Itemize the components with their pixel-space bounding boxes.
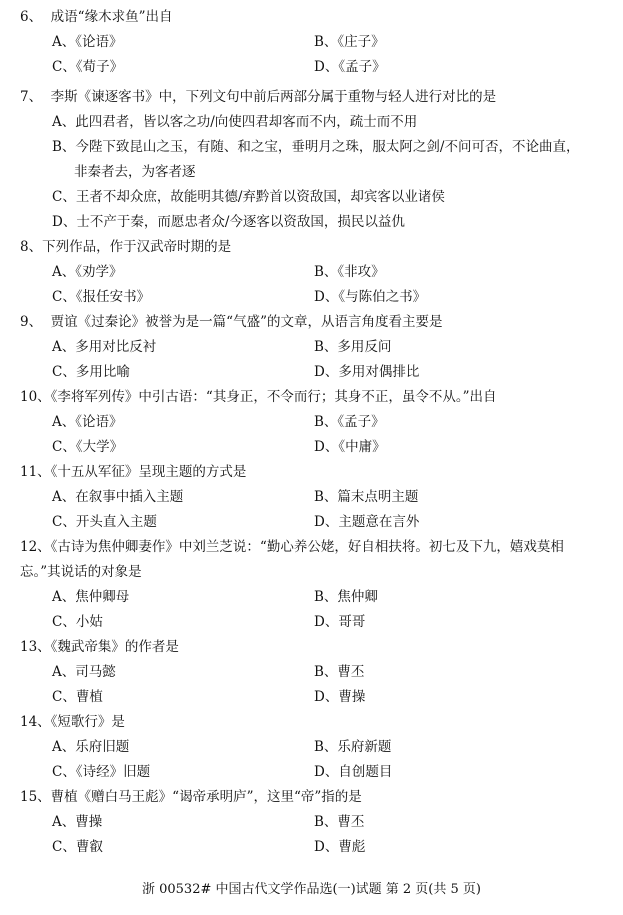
option: C、小姑 (52, 614, 103, 630)
question (0, 85, 623, 235)
question-stem: 13、《魏武帝集》的作者是 (20, 639, 179, 655)
options (52, 335, 611, 385)
option: D、哥哥 (314, 614, 366, 630)
option: D、曹彪 (314, 839, 366, 855)
options (52, 260, 611, 310)
option: B、《非攻》 (314, 264, 385, 280)
option-continuation: 非秦者去，为客者逐 (74, 164, 196, 180)
options (52, 585, 611, 635)
option: A、《劝学》 (52, 264, 123, 280)
option: D、《中庸》 (314, 439, 386, 455)
question-stem: 12、《古诗为焦仲卿妻作》中刘兰芝说：“勤心养公姥，好自相扶将。初七及下九，嬉戏莫相 忘。”其说话的对象是 (20, 539, 564, 580)
option: B、曹丕 (314, 814, 365, 830)
option: A、司马懿 (52, 664, 116, 680)
option: D、士不产于秦，而愿忠者众/今逐客以资敌国，损民以益仇 (52, 214, 405, 230)
question-stem: 14、《短歌行》是 (20, 714, 125, 730)
option: B、焦仲卿 (314, 589, 378, 605)
question-stem: 15、曹植《赠白马王彪》“谒帝承明庐”，这里“帝”指的是 (20, 789, 362, 805)
option: C、《大学》 (52, 439, 124, 455)
option: C、王者不却众庶，故能明其德/弃黔首以资敌国，却宾客以业诸侯 (52, 189, 445, 205)
option: B、《孟子》 (314, 414, 385, 430)
question-stem: 11、《十五从军征》呈现主题的方式是 (20, 464, 247, 480)
question-stem: 7、 李斯《谏逐客书》中，下列文句中前后两部分属于重物与轻人进行对比的是 (20, 89, 497, 105)
option: C、曹植 (52, 689, 103, 705)
question (0, 460, 623, 535)
option: C、《报任安书》 (52, 289, 151, 305)
option: C、多用比喻 (52, 364, 130, 380)
options (52, 410, 611, 460)
options (52, 485, 611, 535)
question (0, 635, 623, 710)
options (52, 735, 611, 785)
option: C、《荀子》 (52, 59, 124, 75)
option: A、此四君者，皆以客之功/向使四君却客而不内，疏士而不用 (52, 114, 418, 130)
option: A、在叙事中插入主题 (52, 489, 184, 505)
option: C、《诗经》旧题 (52, 764, 151, 780)
question-stem: 8、下列作品，作于汉武帝时期的是 (20, 239, 232, 255)
option: C、曹叡 (52, 839, 103, 855)
question-stem: 10、《李将军列传》中引古语：“其身正，不令而行；其身不正，虽令不从。”出自 (20, 389, 497, 405)
options (52, 30, 611, 80)
option: B、《庄子》 (314, 34, 385, 50)
option: D、曹操 (314, 689, 366, 705)
question (0, 710, 623, 785)
question (0, 5, 623, 80)
page-footer: 浙 00532# 中国古代文学作品选(一)试题 第 2 页(共 5 页) (141, 882, 481, 897)
option: A、多用对比反衬 (52, 339, 157, 355)
option: D、主题意在言外 (314, 514, 420, 530)
option: C、开头直入主题 (52, 514, 157, 530)
question (0, 785, 623, 860)
option: B、乐府新题 (314, 739, 392, 755)
options (52, 660, 611, 710)
option: D、自创题目 (314, 764, 393, 780)
question-stem: 9、 贾谊《过秦论》被誉为是一篇“气盛”的文章，从语言角度看主要是 (20, 314, 443, 330)
options (52, 110, 611, 235)
options (52, 810, 611, 860)
question-stem: 6、 成语“缘木求鱼”出自 (20, 9, 173, 25)
option: B、曹丕 (314, 664, 365, 680)
option: D、《孟子》 (314, 59, 386, 75)
option: D、多用对偶排比 (314, 364, 420, 380)
option: B、多用反问 (314, 339, 392, 355)
option: A、焦仲卿母 (52, 589, 130, 605)
question (0, 385, 623, 460)
option: B、篇末点明主题 (314, 489, 419, 505)
question (0, 235, 623, 310)
option: A、乐府旧题 (52, 739, 130, 755)
option: A、曹操 (52, 814, 103, 830)
option: B、今陛下致昆山之玉，有随、和之宝，垂明月之珠，服太阿之剑/不问可否，不论曲直， (52, 139, 580, 155)
question (0, 535, 623, 635)
question (0, 310, 623, 385)
option: D、《与陈伯之书》 (314, 289, 427, 305)
option: A、《论语》 (52, 414, 123, 430)
option: A、《论语》 (52, 34, 123, 50)
